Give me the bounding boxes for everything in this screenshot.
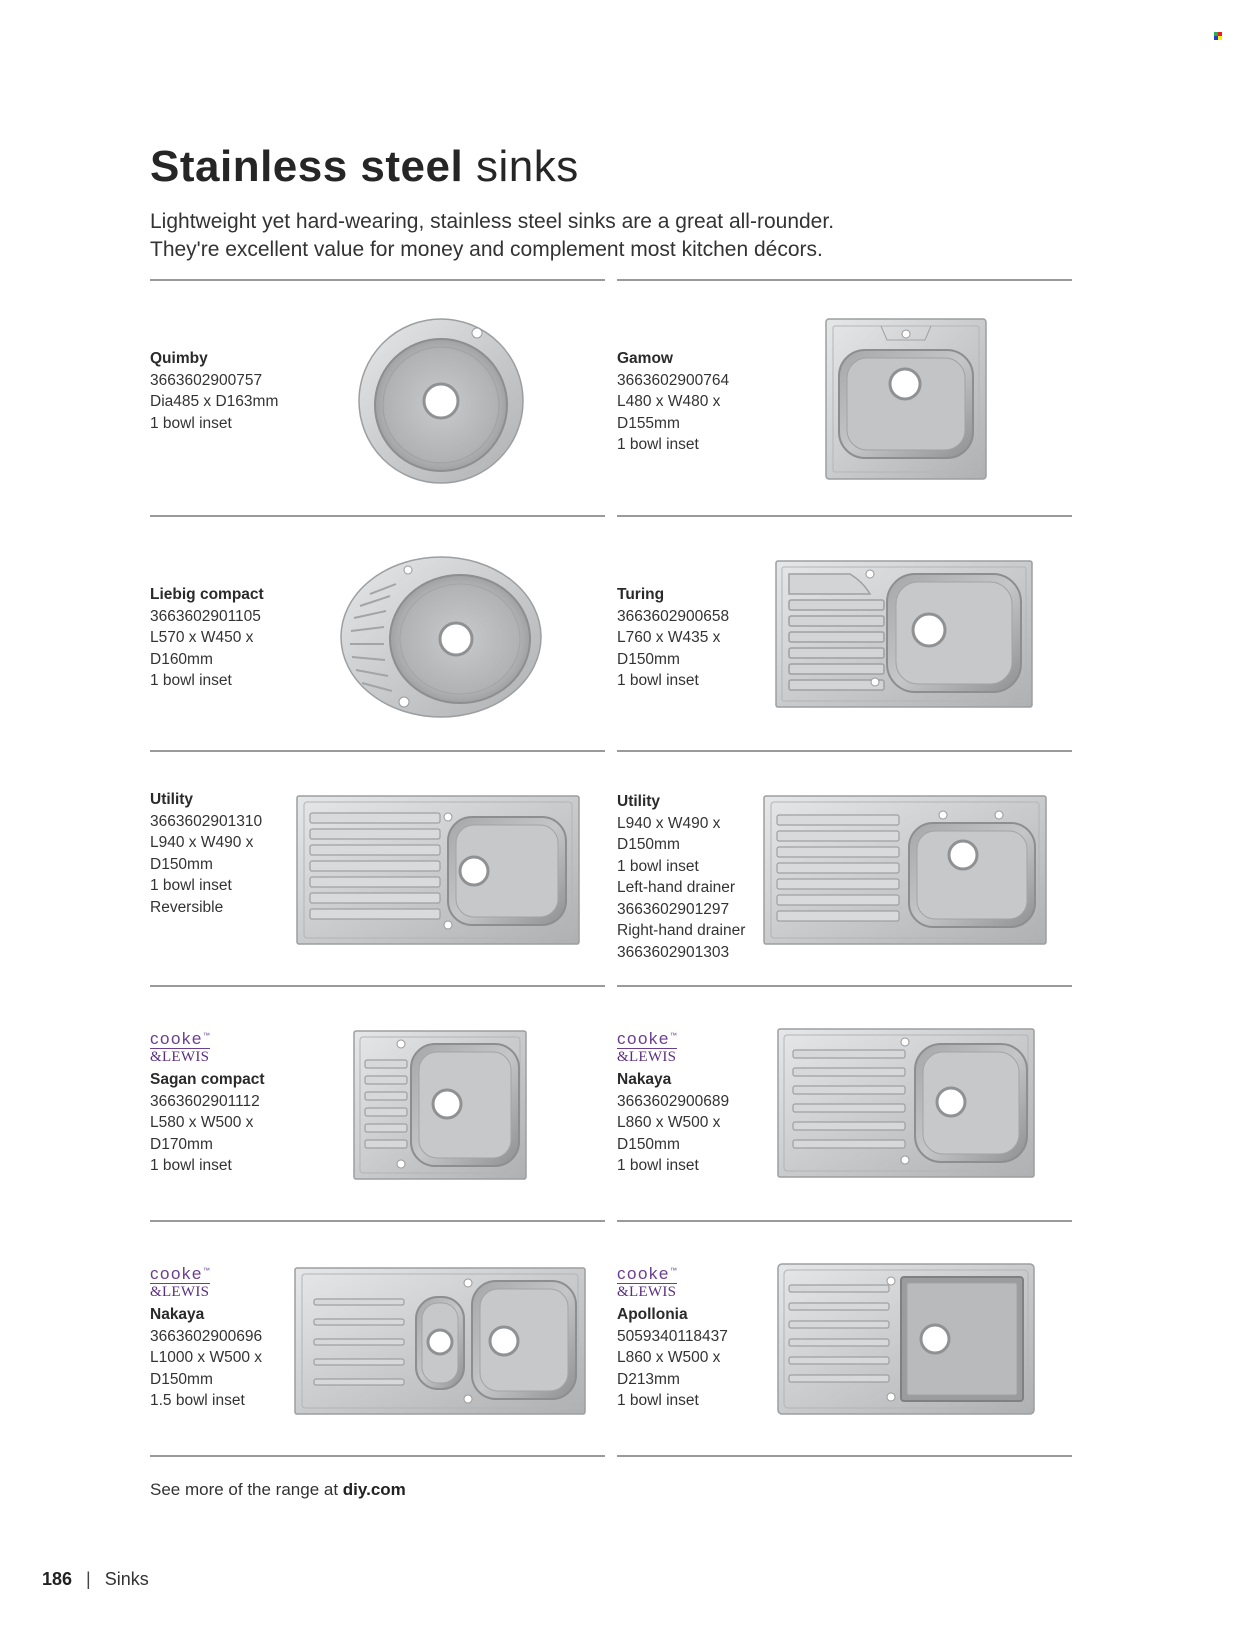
product-dimensions: D155mm [617, 414, 680, 432]
divider [150, 279, 605, 281]
color-swatch-yellow [1218, 36, 1222, 40]
product-dimensions: D150mm [617, 650, 680, 668]
product-name: Quimby [150, 350, 208, 367]
product-card-quimby [150, 282, 605, 517]
cooke-and-lewis-logo [617, 1030, 729, 1065]
product-code: 3663602900696 [150, 1327, 263, 1345]
sink-image-oval-drainer [340, 556, 542, 718]
intro-text [150, 208, 1050, 264]
brand-lewis: &LEWIS [617, 1284, 677, 1300]
brand-lewis: &LEWIS [150, 1049, 210, 1065]
product-info [150, 789, 262, 918]
product-dimensions: L1000 x W500 x [150, 1349, 263, 1366]
product-detail: 1 bowl inset [150, 1157, 232, 1174]
product-code: 3663602900757 [150, 371, 263, 389]
product-info [150, 1265, 262, 1412]
product-name: Turing [617, 586, 665, 603]
product-info [617, 1265, 728, 1412]
sink-image-square-bowl-drainer [777, 1263, 1035, 1415]
product-variant-label: Left-hand drainer [617, 879, 736, 896]
see-more-label: See more of the range at [150, 1480, 339, 1499]
section-name: Sinks [104, 1569, 149, 1589]
brand-cooke: cooke™ [150, 1029, 210, 1048]
product-dimensions: L860 x W500 x [617, 1349, 721, 1366]
product-code: 3663602901112 [150, 1092, 260, 1110]
page-title [150, 140, 579, 194]
product-info [617, 791, 745, 963]
product-dimensions: D213mm [617, 1370, 680, 1388]
product-info [150, 584, 264, 692]
product-dimensions: L570 x W450 x [150, 629, 254, 646]
product-detail: 1 bowl inset [617, 1157, 699, 1174]
product-info [617, 348, 729, 456]
product-name: Sagan compact [150, 1071, 265, 1088]
product-detail: 1 bowl inset [150, 414, 232, 432]
cooke-and-lewis-logo [150, 1030, 265, 1065]
product-name: Utility [617, 793, 661, 810]
divider [617, 279, 1072, 281]
product-dimensions: L760 x W435 x [617, 629, 721, 646]
brand-lewis: &LEWIS [150, 1284, 210, 1300]
product-info [150, 1030, 265, 1177]
product-card-nakaya-1-5-bowl [150, 1223, 605, 1458]
product-dimensions: L860 x W500 x [617, 1114, 721, 1131]
product-card-utility-drainer-options [617, 753, 1072, 988]
product-info [617, 1030, 729, 1177]
see-more-text [150, 1480, 406, 1500]
brand-lewis: &LEWIS [617, 1049, 677, 1065]
product-detail: 1 bowl inset [150, 672, 232, 689]
sink-image-drainer-long [763, 795, 1047, 945]
product-card-nakaya-1-bowl [617, 988, 1072, 1223]
product-card-liebig-compact [150, 518, 605, 753]
product-info [150, 348, 278, 434]
product-card-turing [617, 518, 1072, 753]
product-code: 3663602901105 [150, 607, 261, 625]
product-dimensions: L480 x W480 x [617, 393, 721, 410]
sink-image-drainer [775, 560, 1033, 708]
sink-image-one-and-half-bowl [294, 1267, 586, 1415]
product-detail: 1 bowl inset [617, 1392, 699, 1409]
product-code: 3663602900689 [617, 1092, 730, 1110]
brand-cooke: cooke™ [617, 1264, 677, 1283]
brand-cooke: cooke™ [150, 1264, 210, 1283]
product-code: 3663602901310 [150, 812, 263, 830]
footer-separator: | [86, 1569, 91, 1589]
product-dimensions: D150mm [617, 836, 680, 853]
brand-cooke: cooke™ [617, 1029, 677, 1048]
product-detail: 1 bowl inset [617, 672, 699, 689]
sink-image-round [357, 317, 525, 485]
product-name: Utility [150, 791, 194, 808]
product-code: 5059340118437 [617, 1327, 728, 1345]
product-card-sagan-compact [150, 988, 605, 1223]
diy-com-link[interactable]: diy.com [342, 1480, 406, 1499]
product-detail: Reversible [150, 898, 224, 916]
product-name: Apollonia [617, 1306, 688, 1323]
product-code: 3663602900658 [617, 607, 730, 625]
product-dimensions: L940 x W490 x [150, 834, 254, 851]
color-registration-mark [1214, 32, 1222, 40]
product-dimensions: Dia485 x D163mm [150, 393, 279, 410]
product-dimensions: D150mm [617, 1135, 680, 1153]
product-detail: 1 bowl inset [617, 857, 699, 875]
product-dimensions: D170mm [150, 1135, 213, 1153]
product-dimensions: L580 x W500 x [150, 1114, 254, 1131]
sink-image-square [825, 318, 987, 480]
sink-image-drainer [777, 1028, 1035, 1178]
page-title-bold: Stainless steel [150, 142, 464, 191]
product-name: Liebig compact [150, 586, 264, 603]
intro-line-2: They're excellent value for money and complement most kitchen décors. [150, 238, 823, 261]
cooke-and-lewis-logo [617, 1265, 728, 1300]
product-card-gamow [617, 282, 1072, 517]
product-dimensions: D150mm [150, 1370, 213, 1388]
sink-image-drainer-long [296, 795, 580, 945]
product-name: Nakaya [150, 1306, 205, 1323]
product-card-apollonia [617, 1223, 1072, 1458]
product-detail: 1.5 bowl inset [150, 1392, 245, 1409]
product-code: 3663602901297 [617, 900, 730, 918]
page-title-light: sinks [475, 142, 579, 191]
product-dimensions: D150mm [150, 855, 213, 873]
product-code: 3663602900764 [617, 371, 730, 389]
product-name: Nakaya [617, 1071, 672, 1088]
product-card-utility-reversible [150, 753, 605, 988]
product-detail: 1 bowl inset [150, 877, 232, 894]
product-info [617, 584, 729, 692]
sink-image-compact-drainer [353, 1030, 527, 1180]
product-name: Gamow [617, 350, 673, 367]
page-footer [42, 1569, 149, 1590]
product-detail: 1 bowl inset [617, 436, 699, 453]
product-dimensions: L940 x W490 x [617, 814, 721, 832]
cooke-and-lewis-logo [150, 1265, 262, 1300]
product-code: 3663602901303 [617, 943, 730, 961]
page-number: 186 [42, 1569, 73, 1589]
product-dimensions: D160mm [150, 650, 213, 668]
intro-line-1: Lightweight yet hard-wearing, stainless steel sinks are a great all-rounder. [150, 210, 835, 233]
product-variant-label: Right-hand drainer [617, 922, 746, 939]
